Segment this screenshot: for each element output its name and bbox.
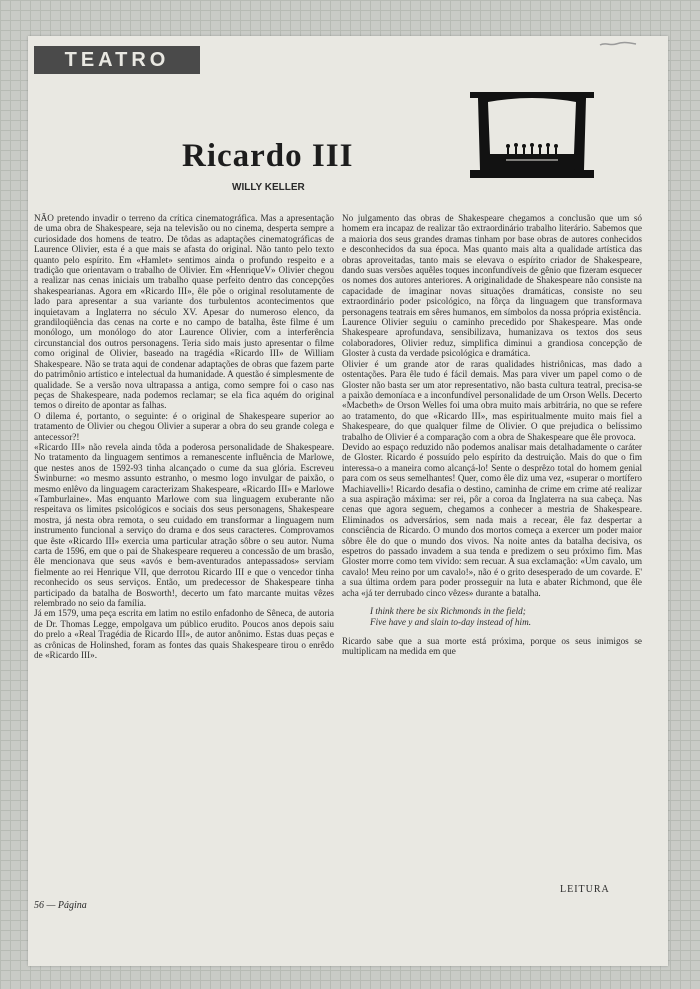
paragraph: «Ricardo III» não revela ainda tôda a poderosa personalidade de Shakespeare. No tratamento da linguagem sentimos a remanescente influência de Marlowe, que nestes anos de 1592-93 tinha alcançado o cume da sua glória. Escreveu Swinburne: «o mesmo assunto estranho, o mesmo logo invulgar de paixão, o mesmo enlêvo da linguagem caracterizam Shakespeare, «Ricardo III» e Marlowe «Tamburlaine». Mas enquanto Marlowe com sua linguagem exuberante não respeitava os limites psicológicos e sociais dos seus personagens, Shakespeare mostra, já nesta obra remota, o seu cuidado em transformar a linguagem num instrumento funcional a serviço do drama e dos seus caracteres. Comprovamos que êste «Ricardo III» exercia uma particular atração sôbre o seu autor. Numa carta de 1596, em que o pai de Shakespeare requereu a concessão de um brasão, êle mencionava que seus «avós e bem-aventurados antepassados» serviam fielmente ao rei Henrique VII, que derrotou Ricardo III e que o vencedor tinha reconhecido os seus serviços. Então, um predecessor de Shakespeare tinha participado da batalha de Bosworth!, decerto um fato marcante muitas vêzes relembrado no seio da família.	[34, 441, 334, 609]
paragraph: O dilema é, portanto, o seguinte: é o original de Shakespeare superior ao tratamento de Olivier ou chegou Olivier a superar a obra do seu grande colega e antecessor?!	[34, 410, 334, 442]
handwritten-mark	[598, 40, 638, 48]
article-author: WILLY KELLER	[232, 182, 305, 193]
publication-name: LEITURA	[560, 884, 610, 895]
article-column-right	[342, 213, 642, 657]
section-label-text: TEATRO	[64, 48, 170, 71]
paragraph: Ricardo sabe que a sua morte está próxima, porque os seus inimigos se multiplicam na medida em que	[342, 636, 642, 657]
article-title: Ricardo III	[182, 138, 354, 174]
stage-illustration	[466, 88, 598, 184]
article-column-left	[34, 213, 334, 660]
verse-line: I think there be six Richmonds in the field;	[370, 606, 526, 617]
paragraph: No julgamento das obras de Shakespeare chegamos a conclusão que um só homem era incapaz de realizar tão extraordinário trabalho literário. Sabemos que a maioria dos seus grandes dramas tinham por base obras de autores conhecidos e desconhecidos da sua época. Mas quanto mais alta a qualidade artística das obras aproveitadas, tanto mais se elevava o espírito criador de Shakespeare, dando suas versões aquêles toques inconfundíveis de gênio que fizeram esquecer os nomes dos autores anteriores. A originalidade de Shakespeare não consiste na capacidade de imaginar novas situações dramáticas, consiste no seu extraordinário poder psicológico, na fôrça da linguagem que transformava personagens teatrais em sêres humanos, em símbolos da nossa própria existência.	[342, 213, 642, 317]
paragraph: Olivier é um grande ator de raras qualidades histriônicas, mas dado a ostentações. Para êle tudo é fácil demais. Mas para viver um papel como o de Gloster não basta ser um ator representativo, não basta cultura teatral, precisa-se a paixão demoníaca e a inconfundível personalidade de um Orson Wells. Decerto «Macbeth» de Orson Welles foi uma obra muito mais arbitrária, no que se refere ao tratamento, do que «Ricardo III», mas espiritualmente muito mais fiel a Shakespeare, do que qualquer filme de Olivier. O que prejudica o belíssimo trabalho de Olivier é a comparação com a obra de Shakespeare que êle provoca.	[342, 358, 642, 442]
paragraph: Devido ao espaço reduzido não podemos analisar mais detalhadamente o caráter de Gloster. Ricardo é possuído pelo espírito da destruição. Mais do que o fim interessa-o a maneira como alcançá-lo! Sente o desprêzo total do homem genial para com os seus semelhantes! Quer, como êle diz uma vez, «superar o mortífero Machiavelli»! Ricardo desafia o destino, caminha de crime em crime até realizar a sua aspiração máxima: ser rei, pôr a coroa da Inglaterra na sua cabeça. Nas cenas que agora seguem, chegamos a conhecer a mestria de Shakespeare. Eliminados os adversários, sem nada mais a recear, êle faz despertar a consciência de Ricardo. O mundo dos mortos começa a exercer um poder maior sôbre êle do que o mundo dos vivos. Na noite antes da batalha decisiva, os espetros do passado invadem a sua tenda e predizem o seu próximo fim. Mas Gloster morre como tem vivido: sem recuar. A sua exclamação: «Um cavalo, um cavalo! Meu reino por um cavalo!», não é o grito desesperado de um covarde. E' a sua última ordem para poder prosseguir na luta e abater Richmond, que êle acha «já ter derrubado cinco vêzes» durante a batalha.	[342, 441, 642, 598]
verse-line: Five have y and slain to-day instead of him.	[370, 617, 532, 628]
page-number: 56 — Página	[34, 900, 87, 911]
paragraph: NÃO pretendo invadir o terreno da crítica cinematográfica. Mas a apresentação de uma obra de Shakespeare, seja na televisão ou no cinema, desperta sempre a curiosidade dos homens de teatro. De tôdas as adaptações cinematográficas de Laurence Olivier, esta é a que mais se afasta do original. Não tanto pelo texto quanto pelo espírito. Em «Hamlet» sentimos ainda o profundo respeito e a tradição que orientavam o trabalho de Olivier. Em «HenriqueV» Olivier chegou a realizar nas cenas iniciais um trabalho quase perfeito dentro das concepções shakespearianas. Agora em «Ricardo III», êle põe o original resolutamente de lado para apresentar a sua variante dos turbulentos acontecimentos que inquietavam a Inglaterra no século XV. Apesar do numeroso elenco, da grandiloqüência das cenas na corte e no campo de batalha, êste filme é um monólogo, um monólogo do ator Laurence Olivier, com a interferência circunstancial dos outros personagens. Teria sido mais justo apresentar o filme como original de Olivier, baseado na tragédia «Ricardo III» de William Shakespeare. Não se trata aqui de condenar adaptações de obras que fazem parte do patrimônio artístico e intelectual da humanidade. A questão é simplesmente de qualidade. Se a versão nova ultrapassa a antiga, como sempre foi o caso nas peças de Shakespeare, nada podemos reclamar; se ela fica aquém do original temos o direito de apontar as falhas.	[34, 213, 334, 411]
paragraph: Já em 1579, uma peça escrita em latim no estilo enfadonho de Sêneca, de autoria de Dr. Thomas Legge, empolgava um público erudito. Poucos anos depois saiu do prelo a «Real Tragédia de Ricardo III», de autor anônimo. Estas duas peças e as crônicas de Holinshed, foram as fontes das quais Shakespeare tirou o enrêdo de «Ricardo III».	[34, 608, 334, 661]
paragraph: Laurence Olivier seguiu o caminho precedido por Shakespeare. Mas onde Shakespeare aprofundava, sensibilizava, humanizava os textos dos seus colaboradores, Olivier reduz, simplifica diminui a grandiosa concepção de Gloster à custa da verdade psicológica e dramática.	[342, 317, 642, 359]
section-label	[34, 46, 200, 74]
verse-quote	[370, 606, 642, 628]
